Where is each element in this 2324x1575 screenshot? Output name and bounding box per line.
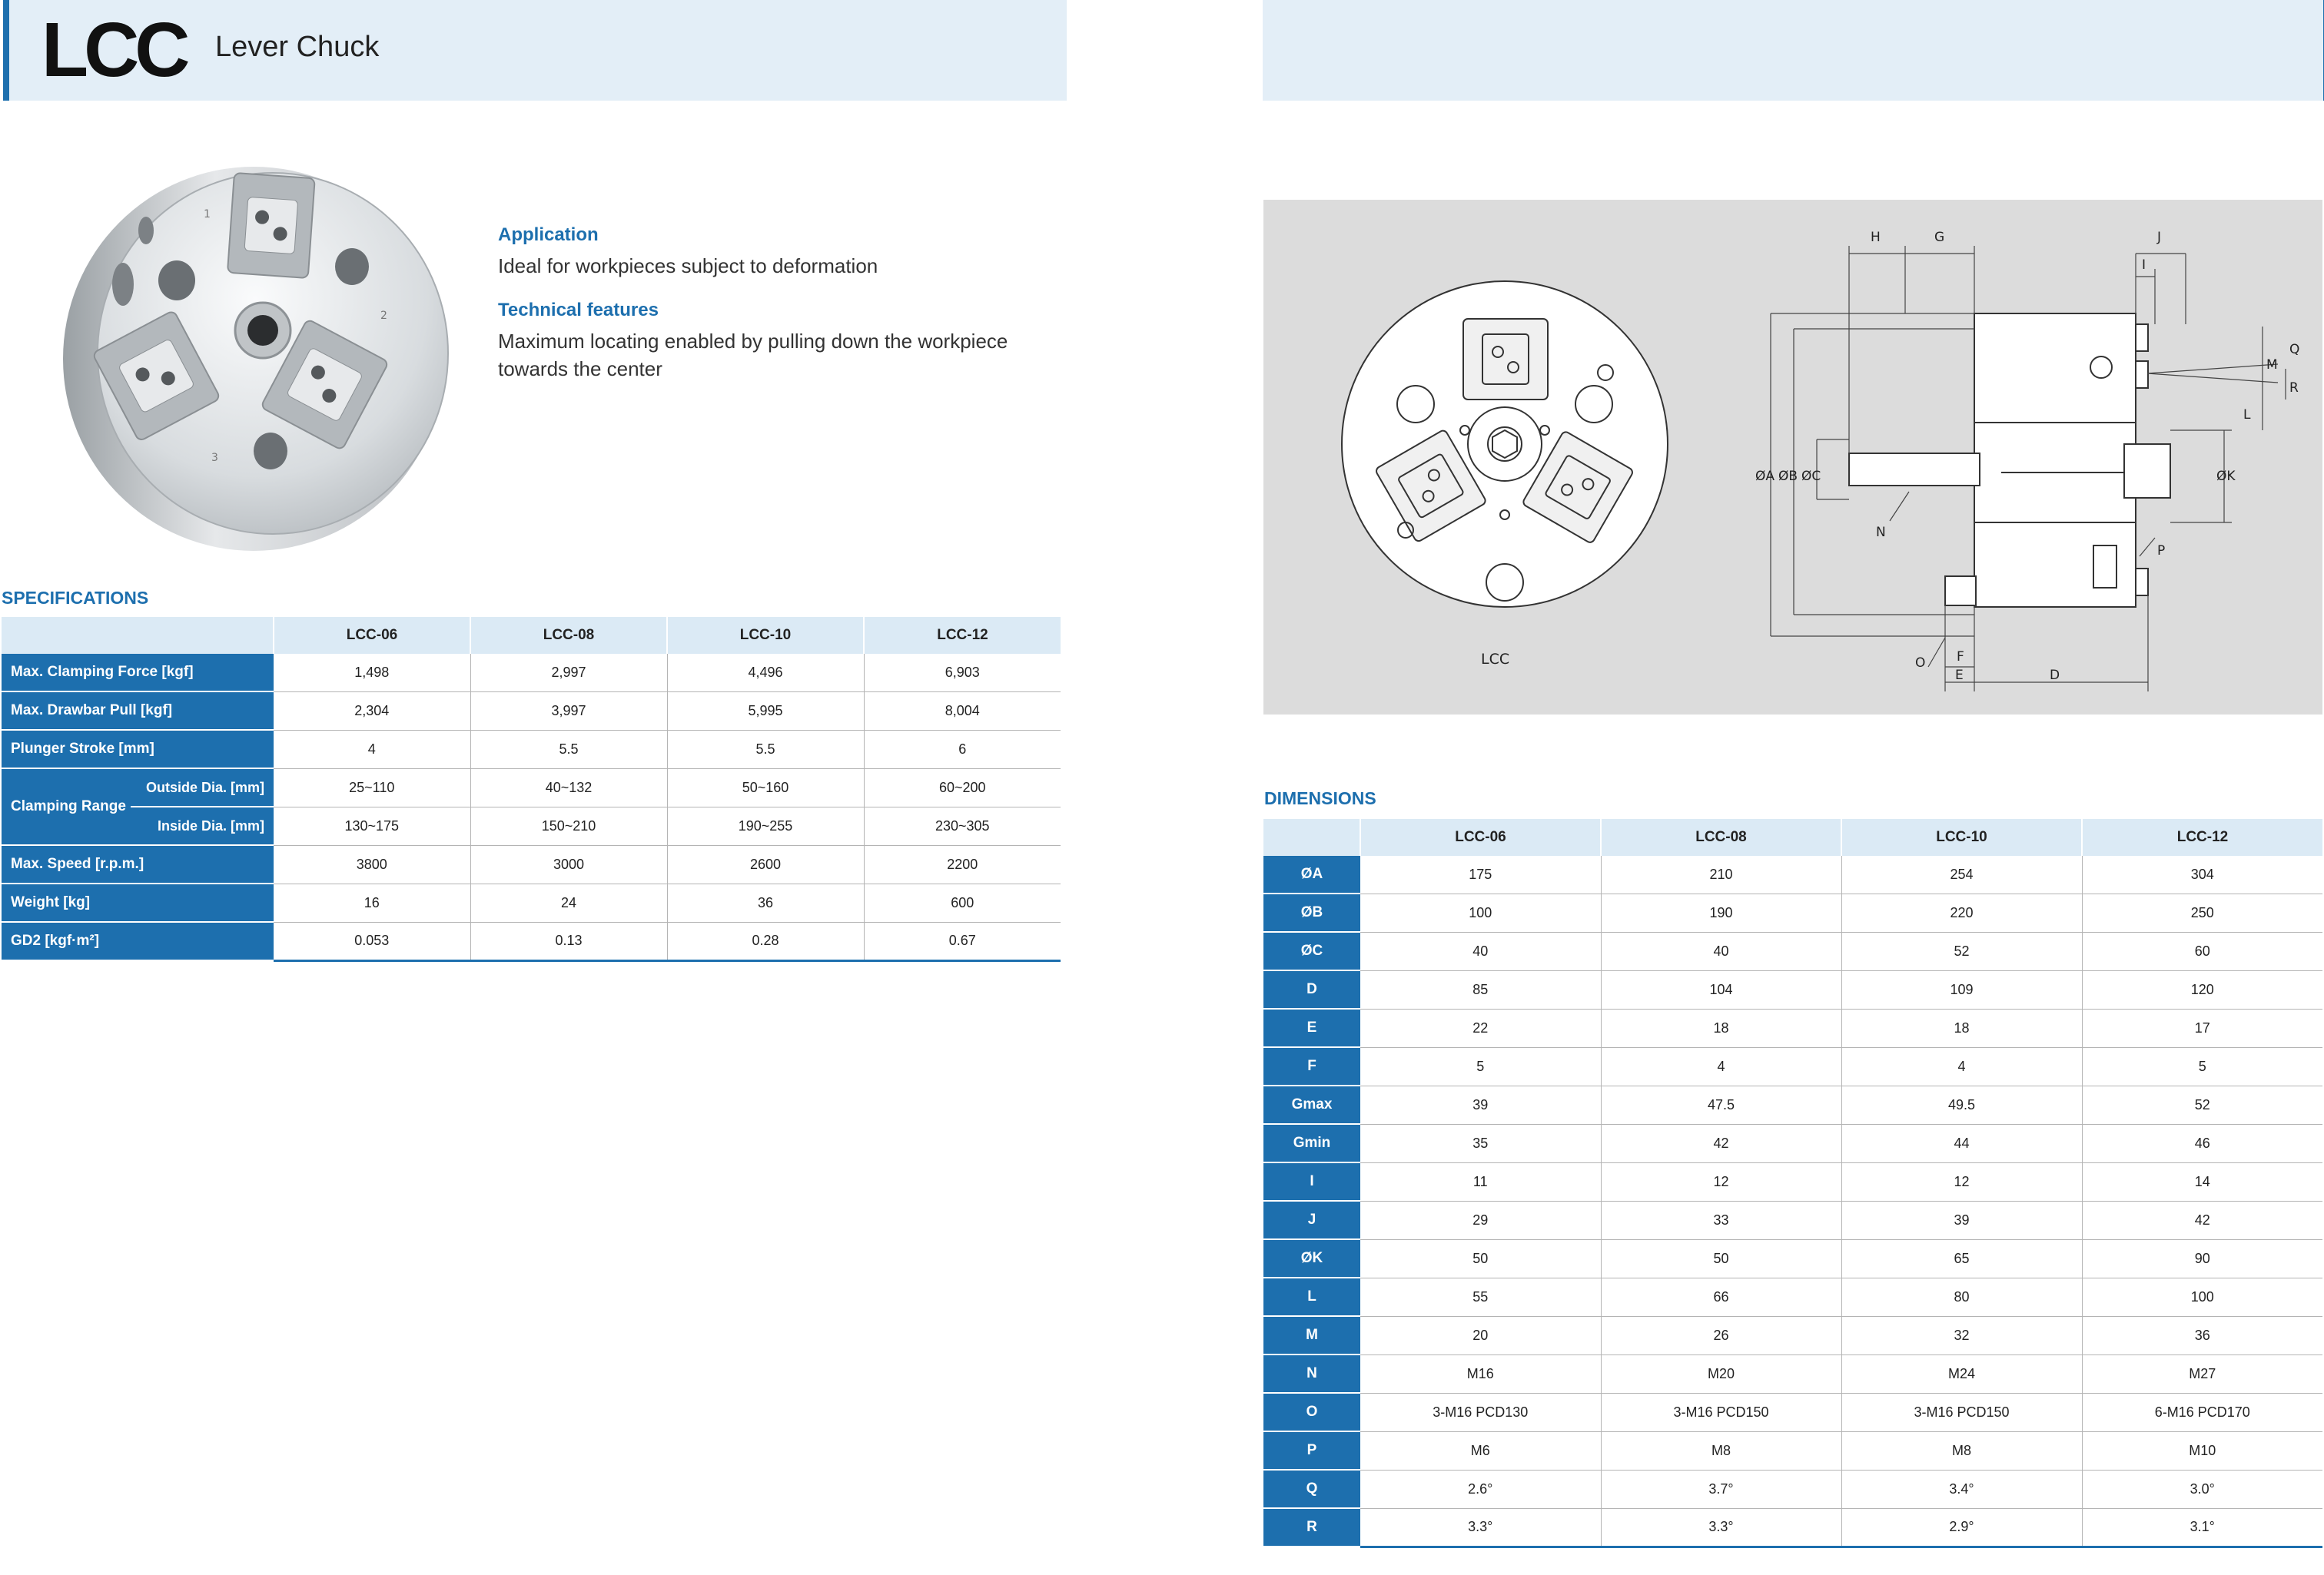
dim-label-O: O bbox=[1915, 655, 1926, 671]
spec-row bbox=[2, 922, 1061, 960]
dim-row-label: P bbox=[1263, 1431, 1360, 1470]
spec-cell: 50~160 bbox=[667, 768, 864, 807]
spec-cell: 8,004 bbox=[864, 691, 1061, 730]
header-bar-left bbox=[3, 0, 1067, 101]
dim-row-label: E bbox=[1263, 1009, 1360, 1047]
dim-row-label: J bbox=[1263, 1201, 1360, 1239]
dim-cell: 210 bbox=[1601, 856, 1841, 894]
dim-row-label: Gmax bbox=[1263, 1086, 1360, 1124]
dim-cell: 17 bbox=[2082, 1009, 2322, 1047]
dim-row bbox=[1263, 1393, 2322, 1431]
dim-cell: 4 bbox=[1841, 1047, 2082, 1086]
application-text: Ideal for workpieces subject to deformation bbox=[498, 254, 878, 277]
product-name-title: Lever Chuck bbox=[215, 31, 380, 63]
dim-row bbox=[1263, 1508, 2322, 1547]
dim-header-row bbox=[1263, 819, 2322, 856]
dim-cell: 18 bbox=[1841, 1009, 2082, 1047]
dim-row-label: O bbox=[1263, 1393, 1360, 1431]
dim-cell: 40 bbox=[1360, 932, 1601, 970]
dim-cell: 66 bbox=[1601, 1278, 1841, 1316]
dim-cell: 18 bbox=[1601, 1009, 1841, 1047]
spec-cell: 230~305 bbox=[864, 807, 1061, 845]
dim-col-model: LCC-06 bbox=[1360, 819, 1601, 856]
dim-cell: 250 bbox=[2082, 894, 2322, 932]
dim-cell: 6-M16 PCD170 bbox=[2082, 1393, 2322, 1431]
spec-cell: 0.053 bbox=[274, 922, 470, 960]
dim-cell: 14 bbox=[2082, 1162, 2322, 1201]
dim-row bbox=[1263, 1278, 2322, 1316]
dim-cell: M27 bbox=[2082, 1354, 2322, 1393]
dim-cell: 3.1° bbox=[2082, 1508, 2322, 1547]
spec-cell: 2600 bbox=[667, 845, 864, 884]
dim-row bbox=[1263, 1201, 2322, 1239]
dim-col-model: LCC-08 bbox=[1601, 819, 1841, 856]
dim-cell: 254 bbox=[1841, 856, 2082, 894]
spec-cell: 5.5 bbox=[470, 730, 667, 768]
dim-cell: 47.5 bbox=[1601, 1086, 1841, 1124]
intro-block bbox=[498, 224, 1051, 403]
dim-cell: 50 bbox=[1360, 1239, 1601, 1278]
spec-col-model: LCC-10 bbox=[667, 617, 864, 654]
dim-cell: 52 bbox=[2082, 1086, 2322, 1124]
spec-cell: 24 bbox=[470, 884, 667, 922]
dimensions-title: DIMENSIONS bbox=[1264, 788, 1376, 808]
spec-cell: 0.67 bbox=[864, 922, 1061, 960]
dim-cell: 46 bbox=[2082, 1124, 2322, 1162]
dim-label-F: F bbox=[1957, 649, 1964, 665]
dim-row-label: N bbox=[1263, 1354, 1360, 1393]
dim-cell: 42 bbox=[1601, 1124, 1841, 1162]
spec-cell: 60~200 bbox=[864, 768, 1061, 807]
dim-label-N: N bbox=[1876, 525, 1886, 540]
spec-cell: 3800 bbox=[274, 845, 470, 884]
dim-cell: 3.0° bbox=[2082, 1470, 2322, 1508]
dimensions-table bbox=[1263, 819, 2322, 1548]
dim-cell: 33 bbox=[1601, 1201, 1841, 1239]
spec-group-label: Clamping Range bbox=[2, 768, 131, 845]
dim-cell: 39 bbox=[1360, 1086, 1601, 1124]
dim-cell: 5 bbox=[2082, 1047, 2322, 1086]
spec-cell: 2,304 bbox=[274, 691, 470, 730]
dim-row bbox=[1263, 1124, 2322, 1162]
dim-cell: 190 bbox=[1601, 894, 1841, 932]
front-view-caption: LCC bbox=[1481, 651, 1510, 668]
dim-row bbox=[1263, 1009, 2322, 1047]
dim-cell: 304 bbox=[2082, 856, 2322, 894]
dim-row bbox=[1263, 1239, 2322, 1278]
dim-cell: 29 bbox=[1360, 1201, 1601, 1239]
dim-row bbox=[1263, 932, 2322, 970]
jaw-number-3: 3 bbox=[211, 452, 218, 464]
spec-row bbox=[2, 807, 1061, 845]
spec-cell: 25~110 bbox=[274, 768, 470, 807]
dim-row-label: D bbox=[1263, 970, 1360, 1009]
dim-cell: M6 bbox=[1360, 1431, 1601, 1470]
dim-row bbox=[1263, 1354, 2322, 1393]
dim-cell: 3.4° bbox=[1841, 1470, 2082, 1508]
dim-cell: 26 bbox=[1601, 1316, 1841, 1354]
spec-cell: 3,997 bbox=[470, 691, 667, 730]
spec-cell: 40~132 bbox=[470, 768, 667, 807]
header-bar-right bbox=[1263, 0, 2324, 101]
dim-cell: 3-M16 PCD150 bbox=[1841, 1393, 2082, 1431]
front-view bbox=[1342, 281, 1668, 607]
spec-row-label: Max. Clamping Force [kgf] bbox=[2, 654, 274, 691]
dim-label-J: J bbox=[2157, 230, 2162, 245]
dim-label-R: R bbox=[2289, 380, 2299, 396]
dim-row-label: I bbox=[1263, 1162, 1360, 1201]
dim-cell: 60 bbox=[2082, 932, 2322, 970]
features-text: Maximum locating enabled by pulling down the workpiece towards the center bbox=[498, 330, 1008, 380]
dim-cell: 4 bbox=[1601, 1047, 1841, 1086]
spec-cell: 600 bbox=[864, 884, 1061, 922]
dim-label-C: ØC bbox=[1801, 469, 1821, 484]
spec-cell: 1,498 bbox=[274, 654, 470, 691]
spec-row bbox=[2, 691, 1061, 730]
dim-cell: 2.6° bbox=[1360, 1470, 1601, 1508]
dim-cell: 52 bbox=[1841, 932, 2082, 970]
spec-row bbox=[2, 768, 1061, 807]
dim-cell: M8 bbox=[1841, 1431, 2082, 1470]
dim-cell: 85 bbox=[1360, 970, 1601, 1009]
spec-row bbox=[2, 845, 1061, 884]
spec-row bbox=[2, 654, 1061, 691]
spec-cell: 0.13 bbox=[470, 922, 667, 960]
spec-row-label: Weight [kg] bbox=[2, 884, 274, 922]
dim-row-label: ØA bbox=[1263, 856, 1360, 894]
dim-cell: 22 bbox=[1360, 1009, 1601, 1047]
dim-label-I: I bbox=[2142, 257, 2146, 273]
dim-label-D: D bbox=[2050, 668, 2060, 683]
dim-row bbox=[1263, 1086, 2322, 1124]
dim-cell: M16 bbox=[1360, 1354, 1601, 1393]
technical-drawing bbox=[1263, 200, 2322, 715]
dim-cell: 5 bbox=[1360, 1047, 1601, 1086]
dim-cell: 36 bbox=[2082, 1316, 2322, 1354]
dim-row-label: ØB bbox=[1263, 894, 1360, 932]
spec-cell: 130~175 bbox=[274, 807, 470, 845]
dim-cell: 39 bbox=[1841, 1201, 2082, 1239]
dim-cell: 50 bbox=[1601, 1239, 1841, 1278]
spec-cell: 190~255 bbox=[667, 807, 864, 845]
dim-row-label: F bbox=[1263, 1047, 1360, 1086]
dim-cell: 12 bbox=[1841, 1162, 2082, 1201]
spec-cell: 5,995 bbox=[667, 691, 864, 730]
spec-row-label: Max. Speed [r.p.m.] bbox=[2, 845, 274, 884]
application-heading: Application bbox=[498, 224, 599, 245]
dim-row bbox=[1263, 1431, 2322, 1470]
dim-cell: 42 bbox=[2082, 1201, 2322, 1239]
dim-row-label: ØC bbox=[1263, 932, 1360, 970]
spec-col-model: LCC-06 bbox=[274, 617, 470, 654]
spec-row bbox=[2, 730, 1061, 768]
spec-cell: 5.5 bbox=[667, 730, 864, 768]
dim-cell: 3.7° bbox=[1601, 1470, 1841, 1508]
product-photo bbox=[61, 158, 461, 557]
dim-cell: 20 bbox=[1360, 1316, 1601, 1354]
dim-cell: 49.5 bbox=[1841, 1086, 2082, 1124]
dim-label-G: G bbox=[1934, 230, 1945, 245]
jaw-number-1: 1 bbox=[204, 208, 211, 220]
dim-row bbox=[1263, 1162, 2322, 1201]
spec-cell: 6,903 bbox=[864, 654, 1061, 691]
dim-cell: 3.3° bbox=[1601, 1508, 1841, 1547]
dim-row bbox=[1263, 856, 2322, 894]
specifications-table bbox=[2, 617, 1061, 962]
dim-col-model: LCC-10 bbox=[1841, 819, 2082, 856]
dim-label-A: ØA bbox=[1755, 469, 1775, 484]
dim-row-label: ØK bbox=[1263, 1239, 1360, 1278]
spec-cell: 36 bbox=[667, 884, 864, 922]
dim-cell: M8 bbox=[1601, 1431, 1841, 1470]
dim-row-label: Gmin bbox=[1263, 1124, 1360, 1162]
dim-cell: 80 bbox=[1841, 1278, 2082, 1316]
spec-cell: 3000 bbox=[470, 845, 667, 884]
dim-label-H: H bbox=[1871, 230, 1881, 245]
spec-header-row bbox=[2, 617, 1061, 654]
dim-cell: 109 bbox=[1841, 970, 2082, 1009]
dim-label-L: L bbox=[2243, 407, 2251, 423]
spec-cell: 2200 bbox=[864, 845, 1061, 884]
spec-row-sublabel: Outside Dia. [mm] bbox=[131, 768, 274, 807]
dim-label-P: P bbox=[2157, 543, 2166, 559]
spec-col-model: LCC-12 bbox=[864, 617, 1061, 654]
dim-cell: 100 bbox=[2082, 1278, 2322, 1316]
specifications-title: SPECIFICATIONS bbox=[2, 588, 149, 608]
dim-row-label: L bbox=[1263, 1278, 1360, 1316]
dim-label-Q: Q bbox=[2289, 342, 2300, 357]
dim-cell: 90 bbox=[2082, 1239, 2322, 1278]
dim-cell: 3-M16 PCD130 bbox=[1360, 1393, 1601, 1431]
dim-cell: 3-M16 PCD150 bbox=[1601, 1393, 1841, 1431]
spec-cell: 4,496 bbox=[667, 654, 864, 691]
dim-cell: 3.3° bbox=[1360, 1508, 1601, 1547]
dim-cell: 175 bbox=[1360, 856, 1601, 894]
dim-row-label: M bbox=[1263, 1316, 1360, 1354]
dim-cell: 100 bbox=[1360, 894, 1601, 932]
features-heading: Technical features bbox=[498, 300, 659, 320]
spec-row-sublabel: Inside Dia. [mm] bbox=[131, 807, 274, 845]
dim-cell: 40 bbox=[1601, 932, 1841, 970]
dim-label-E: E bbox=[1955, 668, 1964, 683]
dim-label-B: ØB bbox=[1778, 469, 1798, 484]
spec-cell: 16 bbox=[274, 884, 470, 922]
dim-cell: 44 bbox=[1841, 1124, 2082, 1162]
dim-cell: 104 bbox=[1601, 970, 1841, 1009]
dim-row bbox=[1263, 1470, 2322, 1508]
dim-cell: M20 bbox=[1601, 1354, 1841, 1393]
dim-row-label: Q bbox=[1263, 1470, 1360, 1508]
spec-row-label: Plunger Stroke [mm] bbox=[2, 730, 274, 768]
dim-cell: 12 bbox=[1601, 1162, 1841, 1201]
spec-row bbox=[2, 884, 1061, 922]
dim-cell: 11 bbox=[1360, 1162, 1601, 1201]
dim-row bbox=[1263, 970, 2322, 1009]
spec-cell: 0.28 bbox=[667, 922, 864, 960]
dim-cell: 2.9° bbox=[1841, 1508, 2082, 1547]
dim-row bbox=[1263, 894, 2322, 932]
side-view bbox=[1849, 313, 2170, 607]
dim-cell: 55 bbox=[1360, 1278, 1601, 1316]
dim-row bbox=[1263, 1047, 2322, 1086]
dim-label-K: ØK bbox=[2216, 469, 2236, 484]
jaw-number-2: 2 bbox=[380, 310, 387, 322]
spec-cell: 6 bbox=[864, 730, 1061, 768]
dim-cell: 120 bbox=[2082, 970, 2322, 1009]
dim-cell: 32 bbox=[1841, 1316, 2082, 1354]
dim-cell: 220 bbox=[1841, 894, 2082, 932]
product-model-title: LCC bbox=[42, 7, 186, 93]
dim-col-model: LCC-12 bbox=[2082, 819, 2322, 856]
spec-col-model: LCC-08 bbox=[470, 617, 667, 654]
spec-row-label: Max. Drawbar Pull [kgf] bbox=[2, 691, 274, 730]
dim-row-label: R bbox=[1263, 1508, 1360, 1547]
dim-cell: M24 bbox=[1841, 1354, 2082, 1393]
dim-row bbox=[1263, 1316, 2322, 1354]
dim-cell: 65 bbox=[1841, 1239, 2082, 1278]
spec-cell: 4 bbox=[274, 730, 470, 768]
spec-cell: 150~210 bbox=[470, 807, 667, 845]
dim-cell: M10 bbox=[2082, 1431, 2322, 1470]
spec-cell: 2,997 bbox=[470, 654, 667, 691]
dim-cell: 35 bbox=[1360, 1124, 1601, 1162]
spec-row-label: GD2 [kgf·m²] bbox=[2, 922, 274, 960]
dim-label-M: M bbox=[2266, 357, 2278, 373]
